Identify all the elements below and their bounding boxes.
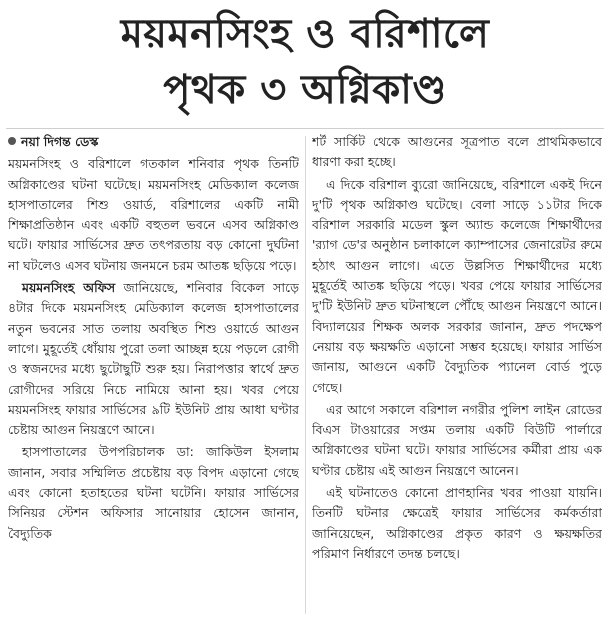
byline (8, 132, 299, 152)
column-divider (305, 136, 306, 614)
paragraph: শর্ট সার্কিট থেকে আগুনের সূত্রপাত বলে প্রাথমিকভাবে ধারণা করা হচ্ছে। (312, 134, 602, 170)
paragraph: হাসপাতালের উপপরিচালক ডা: জাকিউল ইসলাম জানান, সবার সম্মিলিত প্রচেষ্টায় বড় বিপদ এড়ানো গেছে এবং কোনো হতাহতের ঘটনা ঘটেনি। ফায়ার সার্ভিসের সিনিয়র স্টেশন অফিসার সানোয়ার হোসেন জানান, বৈদ্যুতিক (8, 444, 299, 541)
article-column-right (312, 132, 602, 622)
headline (0, 6, 610, 118)
headline-line-2: পৃথক ৩ অগ্নিকাণ্ড (163, 67, 447, 113)
article-column-left (8, 132, 299, 622)
dateline: ময়মনসিংহ অফিস (22, 280, 116, 296)
paragraph: এর আগে সকালে বরিশাল নগরীর পুলিশ লাইন রোডের বিএস টাওয়ারের সপ্তম তলায় একটি বিউটি পার্লারে অগ্নিকাণ্ডের ঘটনা ঘটে। ফায়ার সার্ভিসের কর্মীরা প্রায় এক ঘণ্টার চেষ্টায় এই আগুন নিয়ন্ত্রণে আনেন। (312, 401, 602, 478)
paragraph (8, 278, 299, 440)
paragraph: ময়মনসিংহ ও বরিশালে গতকাল শনিবার পৃথক তিনটি অগ্নিকাণ্ডের ঘটনা ঘটেছে। ময়মনসিংহ মেডিক্যাল কলেজ হাসপাতালের শিশু ওয়ার্ড, বরিশালের একটি নামী শিক্ষাপ্রতিষ্ঠান এবং একটি বহুতল ভবনে এসব অগ্নিকাণ্ড ঘটে। ফায়ার সার্ভিসের দ্রুত তৎপরতায় বড় কোনো দুর্ঘটনা না ঘটলেও এসব ঘটনায় জনমনে চরম আতঙ্ক ছড়িয়ে পড়ে। (8, 156, 299, 273)
headline-rule (6, 128, 604, 129)
bullet-icon (8, 137, 16, 145)
paragraph: এ দিকে বরিশাল ব্যুরো জানিয়েছে, বরিশালে একই দিনে দু'টি পৃথক অগ্নিকাণ্ড ঘটেছে। বেলা সাড়ে ১১টার দিকে বরিশাল সরকারি মডেল স্কুল অ্যান্ড কলেজে শিক্ষার্থীদের 'র‍্যাগ ডে'র অনুষ্ঠান চলাকালে ক্যাম্পাসের জেনারেটর রুমে হঠাৎ আগুন লাগে। এতে উল্লসিত শিক্ষার্থীদের মধ্যে মুহূর্তেই আতঙ্ক ছড়িয়ে পড়ে। খবর পেয়ে ফায়ার সার্ভিসের দু'টি ইউনিট দ্রুত ঘটনাস্থলে পৌঁছে আগুন নিয়ন্ত্রণে আনে। বিদ্যালয়ের শিক্ষক অলক সরকার জানান, দ্রুত পদক্ষেপ নেয়ায় বড় ক্ষয়ক্ষতি এড়ানো সম্ভব হয়েছে। ফায়ার সার্ভিস জানায়, আগুনে একটি বৈদ্যুতিক প্যানেল বোর্ড পুড়ে গেছে। (312, 176, 602, 395)
byline-text: নয়া দিগন্ত ডেস্ক (21, 134, 99, 149)
paragraph-text: জানিয়েছে, শনিবার বিকেল সাড়ে ৪টার দিকে ময়মনসিংহ মেডিক্যাল কলেজ হাসপাতালের নতুন ভবনের সাত তলায় অবস্থিত শিশু ওয়ার্ডে আগুন লাগে। মুহূর্তেই ধোঁয়ায় পুরো তলা আচ্ছন্ন হয়ে পড়লে রোগী ও স্বজনদের মধ্যে ছুটোছুটি শুরু হয়। নিরাপত্তার স্বার্থে দ্রুত রোগীদের সরিয়ে নিচে নামিয়ে আনা হয়। খবর পেয়ে ময়মনসিংহ ফায়ার সার্ভিসের ৯টি ইউনিট প্রায় আধা ঘণ্টার চেষ্টায় আগুন নিয়ন্ত্রণে আনে। (8, 280, 299, 438)
headline-line-1: ময়মনসিংহ ও বরিশালে (120, 11, 490, 57)
paragraph: এই ঘটনাতেও কোনো প্রাণহানির খবর পাওয়া যায়নি। তিনটি ঘটনার ক্ষেত্রেই ফায়ার সার্ভিসের কর্মকর্তারা জানিয়েছেন, অগ্নিকাণ্ডের প্রকৃত কারণ ও ক্ষয়ক্ষতির পরিমাণ নির্ধারণে তদন্ত চলছে। (312, 485, 602, 561)
